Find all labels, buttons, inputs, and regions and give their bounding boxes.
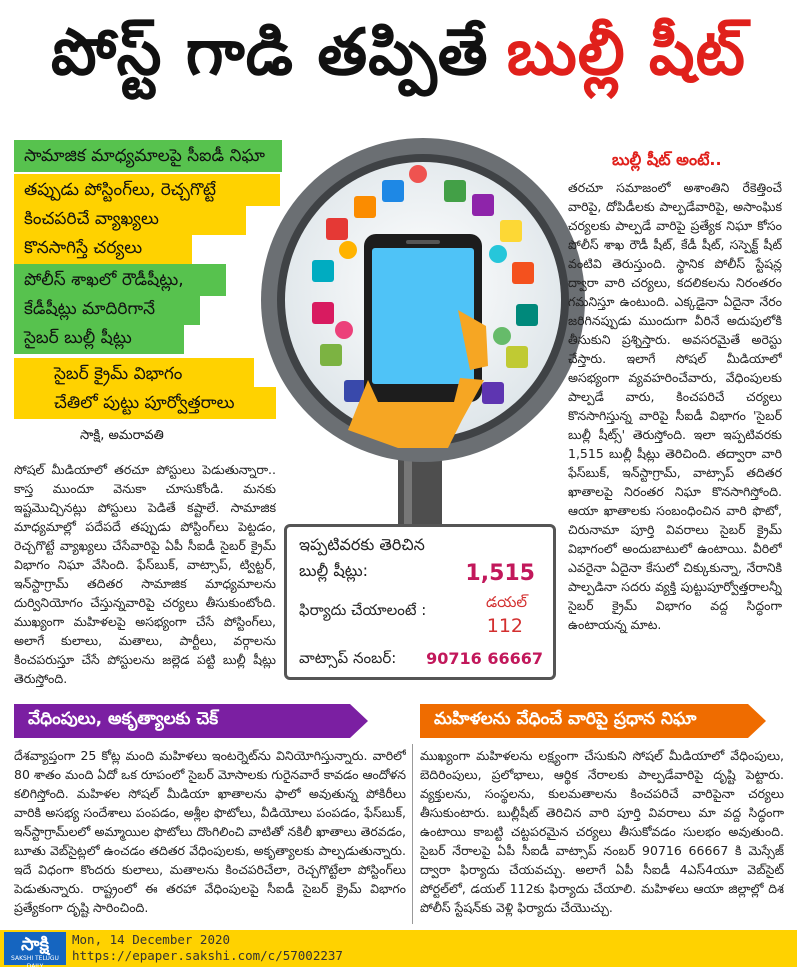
section-left-heading bbox=[14, 704, 350, 738]
sidebar-body-text: తరచూ సమాజంలో అశాంతిని రేకెత్తించే వారిపై, దోపిడీలకు పాల్పడేవారిపై, అసాంఘిక చర్యలకు పాల్పడే వారిపై ప్రత్యేక నిఘా కోసం పోలీస్ శాఖ రౌడీ షీట్, కేడీ షీట్, సస్పెక్ట్ షీట్ వంటివి తెరుస్తుంది. స్థానిక పోలీస్ స్టేషన్ల ద్వారా వారి చర్యలు, కదలికలను నిరంతరం గమనిస్తూ ఉంటుంది. ఎక్కడైనా ఏదైనా నేరం జరిగినప్పుడు ముందుగా వీరినే అదుపులోకి తీసుకుని ప్రశ్నిస్తారు. అవసరమైతే అరెస్టు చేస్తారు. ఇలాగే సోషల్ మీడియాలో అసభ్యంగా వ్యవహరించేవారు, వేధింపులకు పాల్పడే వారు, కించపరిచే చర్యలు కొనసాగిస్తున్న వారిపై సీఐడీ విభాగం 'సైబర్ బుల్లీ షీట్స్' తెరుస్తోంది. ఇలా ఇప్పటివరకు 1,515 బుల్లీ షీట్లు తెరిచింది. తద్వారా వారి ఫేస్‌బుక్, ఇన్‌స్టాగ్రామ్, వాట్సాప్ తదితర ఖాతాలపై నిరంతర నిఘా కొనసాగిస్తోంది. ఆయా ఖాతాలకు సంబంధించిన వారి ఫొటో, చిరునామా పూర్తి వివరాలు సైబర్ క్రైమ్ విభాగంలో అందుబాటులో ఉంటాయి. వీరిలో ఎవరైనా ఏదైనా కేసులో చిక్కుకున్నా, నేరానికి పాల్పడినా సదరు వ్యక్తి పుట్టుపూర్వోత్తరాలన్నీ సైబర్ క్రైమ్ విభాగం వద్ద సిద్ధంగా ఉంటాయన్న మాట. bbox=[568, 180, 782, 632]
left-article-text: సోషల్ మీడియాలో తరచూ పోస్టులు పెడుతున్నారా.. కాస్త ముందూ వెనుకా చూసుకోండి. మనకు ఇష్టమొచ్చినట్లు పోస్టులు పెడితే కష్టాలే. సామాజిక మాధ్యమాల్లో పదేపదే తప్పుడు పోస్టింగ్‌లు పెట్టడం, రెచ్చగొట్టే వ్యాఖ్యలు చేసేవారిపై ఏపీ సీఐడీ సైబర్ క్రైమ్ విభాగం నిఘా వేసింది. ఫేస్‌బుక్, వాట్సాప్, ట్విట్టర్, ఇన్‌స్టాగ్రామ్ తదితర సామాజిక మాధ్యమాలను దుర్వినియోగం చేస్తున్నవారిపై చర్యలు తీసుకుంటోంది. ముఖ్యంగా మహిళలపై అసభ్యంగా చేసే పోస్టింగ్‌లు, అలాగే కులాలు, మతాలు, పార్టీలు, వర్గాలను కించపరుస్తూ చేసే పోస్టులను జల్లెడ పట్టి బుల్లీ షీట్లు తెరుస్తోంది. bbox=[14, 462, 276, 686]
bullet-5: పోలీస్ శాఖలో రౌడీషీట్లు, bbox=[14, 264, 226, 296]
section-right-heading bbox=[420, 704, 748, 738]
section-left-heading-text: వేధింపులు, అకృత్యాలకు చెక్ bbox=[28, 709, 219, 729]
bullet-4: కొనసాగిస్తే చర్యలు bbox=[14, 232, 192, 264]
section-right-heading-text: మహిళలను వేధించే వారిపై ప్రధాన నిఘా bbox=[434, 709, 697, 729]
column-divider bbox=[412, 744, 413, 924]
headline bbox=[0, 0, 797, 120]
info-opened-label-2: బుల్లీ షీట్లు: bbox=[299, 561, 369, 580]
logo-subtext: SAKSHI TELUGU DAILY bbox=[11, 955, 59, 970]
sidebar-body bbox=[568, 178, 782, 680]
section-right-body bbox=[420, 746, 784, 924]
dateline: సాక్షి, అమరావతి bbox=[80, 428, 164, 443]
section-left-body bbox=[14, 746, 406, 924]
sidebar-heading: బుల్లీ షీట్ అంటే.. bbox=[612, 150, 722, 169]
bullet-2: తప్పుడు పోస్టింగ్‌లు, రెచ్చగొట్టే bbox=[14, 174, 280, 206]
footer-url[interactable]: https://epaper.sakshi.com/c/57002237 bbox=[72, 948, 343, 963]
sakshi-logo bbox=[4, 932, 66, 970]
info-complaint-label: ఫిర్యాదు చేయాలంటే : bbox=[299, 601, 427, 619]
logo-text: సాక్షి bbox=[21, 934, 49, 955]
info-opened-value: 1,515 bbox=[465, 561, 535, 586]
info-dial-label: డయల్ bbox=[485, 593, 527, 611]
footer-info bbox=[72, 932, 343, 964]
bullet-7: సైబర్ బుల్లీ షీట్లు bbox=[14, 322, 184, 354]
bullet-3: కించపరిచే వ్యాఖ్యలు bbox=[14, 203, 246, 235]
left-article bbox=[14, 460, 276, 690]
info-opened-label-1: ఇప్పటివరకు తెరిచిన bbox=[299, 535, 425, 554]
magnifier-phone-illustration bbox=[248, 130, 598, 550]
info-whatsapp-label: వాట్సాప్ నంబర్: bbox=[299, 649, 397, 667]
info-dial-value: 112 bbox=[486, 615, 523, 637]
info-whatsapp-value: 90716 66667 bbox=[426, 649, 543, 668]
bullet-1: సామాజిక మాధ్యమాలపై సీఐడీ నిఘా bbox=[14, 140, 282, 172]
bullet-6: కేడీషీట్లు మాదిరిగానే bbox=[14, 293, 200, 325]
headline-part-1: పోస్ట్ గాడి తప్పితే bbox=[51, 15, 489, 90]
footer-date: Mon, 14 December 2020 bbox=[72, 932, 231, 947]
section-left-body-text: దేశవ్యాప్తంగా 25 కోట్ల మంది మహిళలు ఇంటర్నెట్‌ను వినియోగిస్తున్నారు. వారిలో 80 శాతం మంది ఏదో ఒక రూపంలో సైబర్ మోసాలకు గురైనవారే కావడం ఆందోళన కలిగిస్తోంది. మహిళల సోషల్ మీడియా ఖాతాలను ఫాలో అవుతున్న పోకిరీలు వారికి అసభ్య సందేశాలు పంపడం, అశ్లీల ఫొటోలు, వీడియోలు పంపడం, ఫేస్‌బుక్, ఇన్‌స్టాగ్రామ్‌లలో అమ్మాయిల ఫొటోలు దొంగిలించి వాటితో నకిలీ ఖాతాలు తెరవడం, బూతు వెబ్‌సైట్లలో ఉంచడం తదితర వేధింపులకు, అకృత్యాలకు పాల్పడుతున్నారు. ఇదే విధంగా కొందరు కులాలు, మతాలను కించపరిచేలా, రెచ్చగొట్టేలా పోస్టింగ్‌లు పెడుతున్నారు. రాష్ట్రంలో ఈ తరహా వేధింపులపై సీఐడీ సైబర్ క్రైమ్ విభాగం ప్రత్యేకంగా దృష్టి సారించింది. bbox=[14, 748, 406, 915]
info-box bbox=[284, 524, 556, 680]
headline-part-2: బుల్లీ షీట్ bbox=[506, 15, 746, 90]
bullet-9: చేతిలో పుట్టు పూర్వోత్తరాలు bbox=[14, 387, 276, 419]
bullet-8: సైబర్ క్రైమ్ విభాగం bbox=[14, 358, 254, 390]
section-right-body-text: ముఖ్యంగా మహిళలను లక్ష్యంగా చేసుకుని సోషల్ మీడియాలో వేధింపులు, బెదిరింపులు, ప్రలోభాలు, ఆర్థిక నేరాలకు పాల్పడేవారిపై దృష్టి పెట్టారు. వ్యక్తులను, సంస్థలను, కులమతాలను కించపరిచే వారిపైనా చర్యలు తీసుకుంటారు. బుల్లీషీట్ తెరిచిన వారి పూర్తి వివరాలు మా వద్ద సిద్ధంగా ఉంటాయి కాబట్టి చట్టపరమైన చర్యలు తీసుకోవడం సులభం అవుతుంది. సైబర్ నేరాలపై ఏపీ సీఐడీ వాట్సాప్ నంబర్ 90716 66667 కి మెస్సేజ్ ద్వారా ఫిర్యాదు చేయవచ్చు. అలాగే ఏపీ సీఐడీ 4ఎస్4యూ వెబ్‌సైట్ పోర్టల్‌లో, డయల్ 112కు ఫిర్యాదు చేయాలి. మహిళలు ఆయా జిల్లాల్లో దిశ పోలీస్ స్టేషన్‌కు వెళ్లి ఫిర్యాదు చేయొచ్చు. bbox=[420, 748, 784, 915]
